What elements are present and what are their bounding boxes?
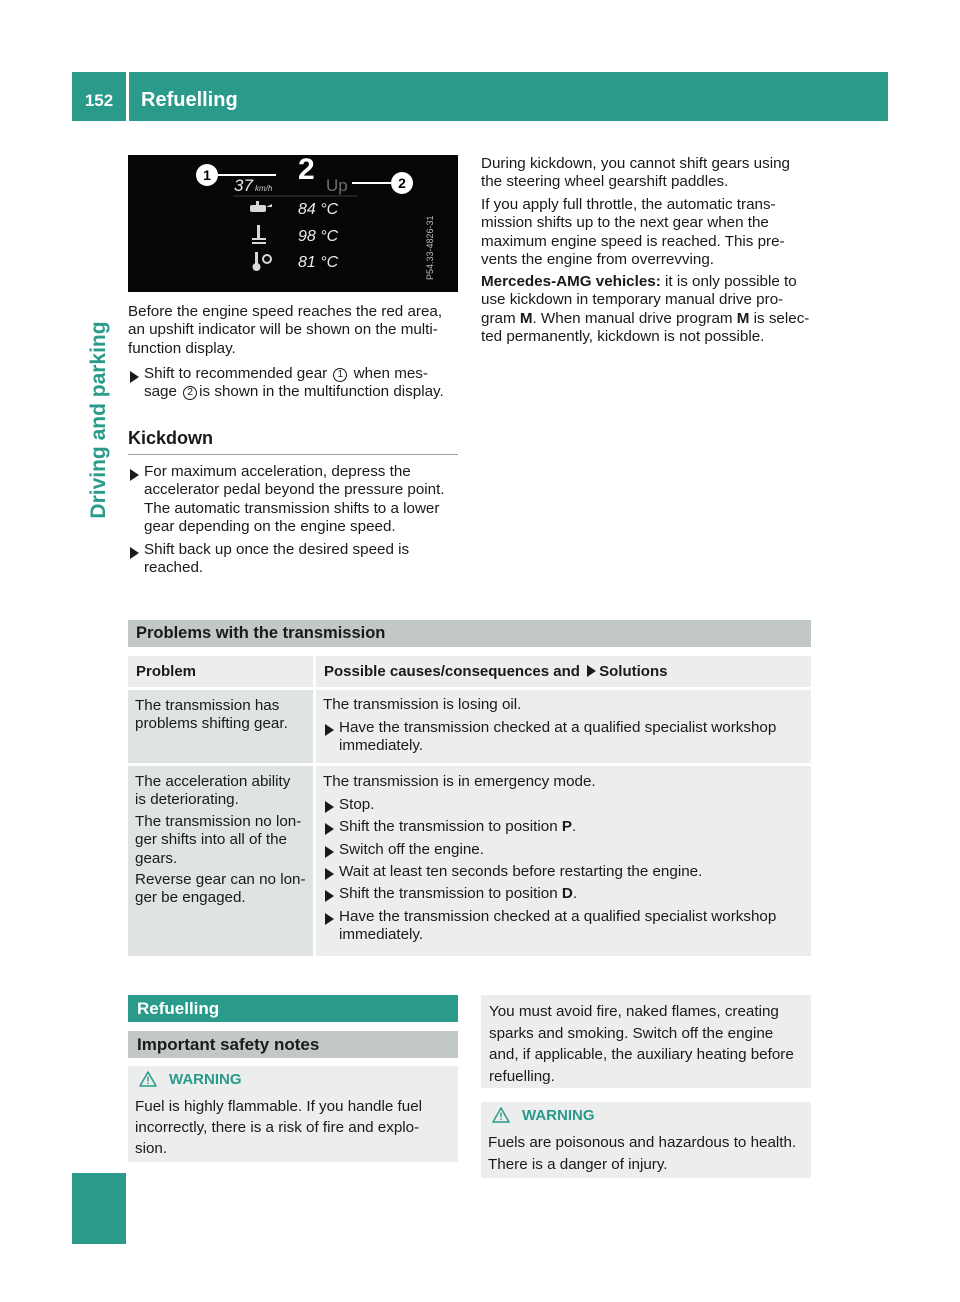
kickdown-step-2: Shift back up once the desired speed is reached. (144, 541, 410, 577)
kickdown-heading: Kickdown (128, 428, 214, 448)
gear-digit: 2 (298, 155, 315, 186)
coolant-temp-value: 98 °C (298, 228, 339, 245)
table-row-2-problem: The acceleration ability is deteriorating. The transmission no lon- ger shifts into all of the gears. Reverse gear can no lon- ger be engaged. (128, 766, 313, 956)
step-arrow-icon (325, 913, 334, 925)
transmission-temp-value: 81 °C (298, 254, 339, 271)
step-arrow-icon (325, 868, 334, 880)
svg-text:1: 1 (203, 167, 211, 183)
svg-text:2: 2 (398, 175, 406, 191)
warning-label: WARNING (169, 1071, 242, 1088)
kickdown-step-1: For maximum acceleration, depress the accelerator pedal beyond the pressure point. The automatic transmission shifts to a lower gear depending on the engine speed. (144, 463, 445, 536)
warning-box-fuel-flammable: WARNING Fuel is highly flammable. If you handle fuel incorrectly, there is a risk of fire and explo- sion. (128, 1066, 458, 1162)
side-tab-label: Driving and parking (87, 321, 110, 519)
solutions-arrow-icon (587, 665, 596, 677)
step-arrow-icon (130, 371, 139, 383)
speed-unit: km/h (255, 184, 273, 193)
warning-triangle-icon (139, 1071, 157, 1087)
row-1-step: Have the transmission checked at a qualified specialist workshop immediately. (339, 719, 777, 755)
step-arrow-icon (325, 890, 334, 902)
step-arrow-icon (325, 823, 334, 835)
column-header-problem: Problem (128, 656, 313, 687)
warning-triangle-icon (492, 1107, 510, 1123)
heading-rule (128, 454, 458, 455)
row-2-step-stop: Stop. (339, 796, 375, 813)
table-row-1-problem: The transmission has problems shifting gear. (128, 690, 313, 763)
row-2-step-position-d: Shift the transmission to position D. (339, 885, 578, 902)
side-tab-mask (72, 121, 126, 1173)
step-arrow-icon (325, 724, 334, 736)
upshift-indicator: Up (326, 176, 348, 195)
amg-paragraph: Mercedes-AMG vehicles: it is only possible to use kickdown in temporary manual drive pro- gram M. When manual drive program M is selec- ted permanently, kickdown is not possible. (481, 273, 810, 346)
figure-reference: P54.33-4826-31 (425, 215, 435, 280)
step-arrow-icon (325, 846, 334, 858)
note-box-avoid-fire: You must avoid fire, naked flames, creating sparks and smoking. Switch off the engine and, if applicable, the auxiliary heating before refuelling. (481, 995, 811, 1088)
column-header-solutions: Possible causes/consequences and Solutions (316, 656, 811, 687)
coolant-temp-icon (252, 225, 266, 244)
refuelling-section-bar: Refuelling (128, 995, 458, 1022)
callout-2-icon: 2 (183, 386, 197, 400)
step-arrow-icon (130, 547, 139, 559)
instrument-cluster-figure (128, 155, 458, 292)
kickdown-paddles-paragraph: During kickdown, you cannot shift gears using the steering wheel gearshift paddles. (481, 155, 790, 191)
page-title: Refuelling (129, 72, 888, 121)
safety-notes-bar: Important safety notes (128, 1031, 458, 1058)
callout-1-icon: 1 (333, 368, 347, 382)
speed-value: 37 (234, 176, 253, 195)
oil-temp-value: 84 °C (298, 201, 339, 218)
row-2-step-workshop: Have the transmission checked at a qualified specialist workshop immediately. (339, 908, 777, 944)
row-1-cause: The transmission is losing oil. (323, 696, 522, 713)
step-arrow-icon (325, 801, 334, 813)
oil-temp-icon (250, 201, 272, 212)
table-row-2-solution (316, 766, 811, 956)
problems-table-title: Problems with the transmission (128, 620, 811, 647)
warning-label: WARNING (522, 1107, 595, 1124)
page-number: 152 (72, 72, 126, 121)
full-throttle-paragraph: If you apply full throttle, the automatic trans- mission shifts up to the next gear when the maximum engine speed is reached. This pre- vents the engine from overrevving. (481, 196, 785, 269)
warning-box-fuel-poisonous: WARNING Fuels are poisonous and hazardous to health. There is a danger of injury. (481, 1102, 811, 1178)
step-shift-gear: Shift to recommended gear 1 when mes- sage 2 is shown in the multifunction display. (144, 365, 444, 401)
intro-paragraph: Before the engine speed reaches the red area, an upshift indicator will be shown on the multi- function display. (128, 303, 443, 357)
row-2-cause: The transmission is in emergency mode. (323, 773, 596, 790)
step-arrow-icon (130, 469, 139, 481)
row-2-step-position-p: Shift the transmission to position P. (339, 818, 577, 835)
transmission-temp-icon (253, 252, 272, 271)
row-2-step-wait: Wait at least ten seconds before restarting the engine. (339, 863, 703, 880)
row-2-step-engine-off: Switch off the engine. (339, 841, 484, 858)
table-row-1-solution (316, 690, 811, 763)
